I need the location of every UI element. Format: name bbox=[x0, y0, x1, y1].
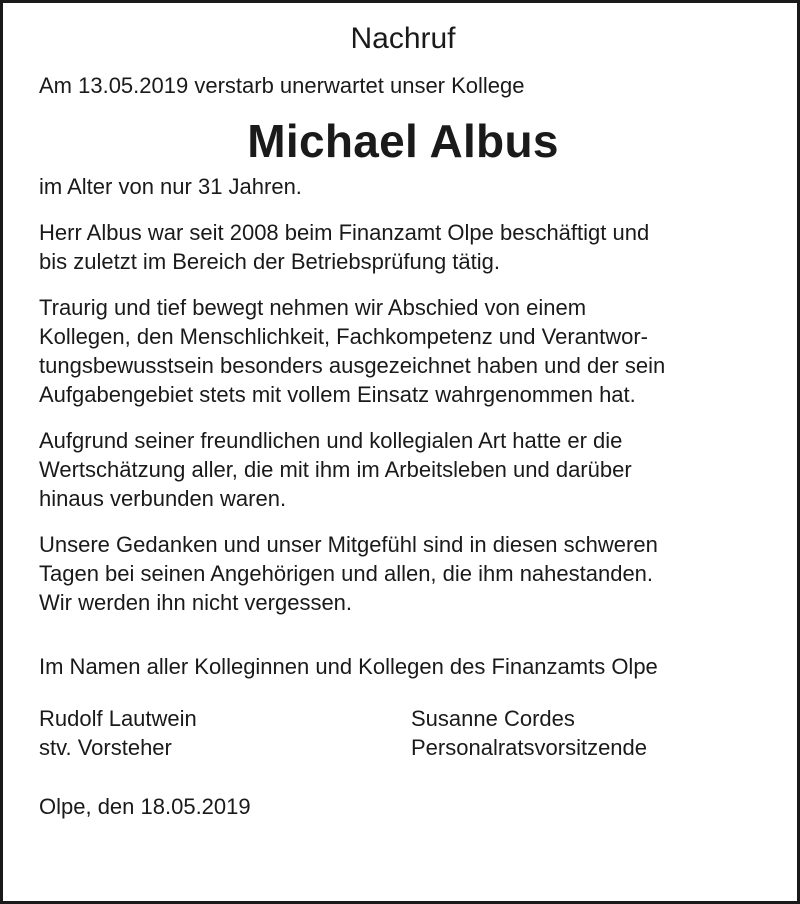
paragraph-line: Kollegen, den Menschlichkeit, Fachkompetenz und Verantwor- bbox=[39, 324, 649, 349]
paragraph-line: Aufgrund seiner freundlichen und kollegialen Art hatte er die bbox=[39, 428, 623, 453]
intro-line: Am 13.05.2019 verstarb unerwartet unser Kollege bbox=[39, 73, 525, 98]
paragraph-appreciation bbox=[39, 426, 767, 513]
paragraph-line: Traurig und tief bewegt nehmen wir Abschied von einem bbox=[39, 295, 587, 320]
paragraph-line: bis zuletzt im Bereich der Betriebsprüfung tätig. bbox=[39, 249, 501, 274]
paragraph-line: tungsbewusstsein besonders ausgezeichnet haben und der sein bbox=[39, 353, 666, 378]
signatory-role: Personalratsvorsitzende bbox=[411, 735, 648, 760]
signatory-left bbox=[39, 704, 411, 762]
signatory-name: Rudolf Lautwein bbox=[39, 706, 197, 731]
paragraph-line: hinaus verbunden waren. bbox=[39, 486, 287, 511]
paragraph-line: Herr Albus war seit 2008 beim Finanzamt Olpe beschäftigt und bbox=[39, 220, 650, 245]
age-line: im Alter von nur 31 Jahren. bbox=[39, 174, 302, 199]
paragraph-line: Aufgabengebiet stets mit vollem Einsatz wahrgenommen hat. bbox=[39, 382, 636, 407]
signatory-right bbox=[411, 704, 647, 762]
notice-heading: Nachruf bbox=[350, 22, 456, 55]
paragraph-farewell bbox=[39, 293, 767, 409]
on-behalf-line: Im Namen aller Kolleginnen und Kollegen des Finanzamts Olpe bbox=[39, 654, 658, 679]
paragraph-line: Unsere Gedanken und unser Mitgefühl sind in diesen schweren bbox=[39, 532, 658, 557]
signatures bbox=[39, 704, 767, 762]
paragraph-line: Wertschätzung aller, die mit ihm im Arbeitsleben und darüber bbox=[39, 457, 632, 482]
paragraph-employment bbox=[39, 218, 767, 276]
place-date-line: Olpe, den 18.05.2019 bbox=[39, 794, 251, 819]
signatory-role: stv. Vorsteher bbox=[39, 735, 172, 760]
deceased-name: Michael Albus bbox=[247, 115, 559, 167]
paragraph-line: Tagen bei seinen Angehörigen und allen, die ihm nahestanden. bbox=[39, 561, 654, 586]
signatory-name: Susanne Cordes bbox=[411, 706, 575, 731]
paragraph-condolences bbox=[39, 530, 767, 617]
paragraph-line: Wir werden ihn nicht vergessen. bbox=[39, 590, 353, 615]
